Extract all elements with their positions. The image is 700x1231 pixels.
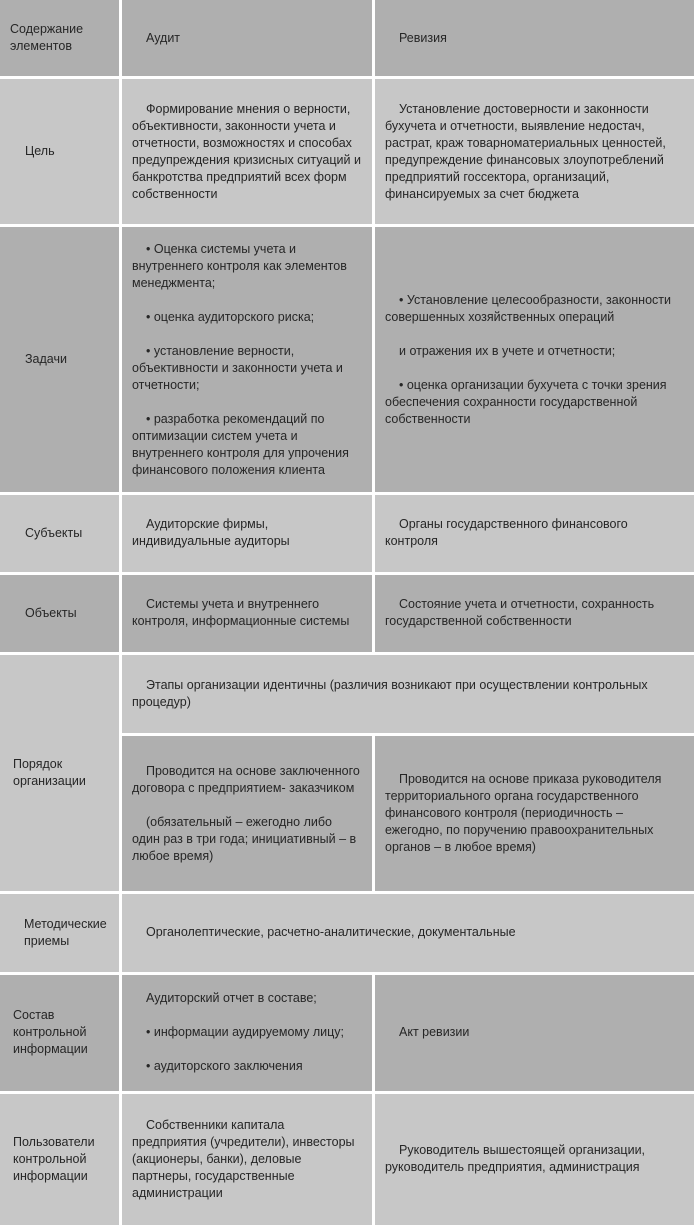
header-audit-cell (122, 0, 372, 76)
row-methods (0, 894, 694, 971)
users-revision: Руководитель вышестоящей организации, руководитель предприятия, администрация (385, 1143, 646, 1175)
header-revision: Ревизия (399, 30, 447, 45)
composition-audit-cell (122, 975, 372, 1091)
users-audit-cell (122, 1094, 372, 1225)
subjects-revision: Органы государственного финансового контроля (385, 517, 628, 549)
row-goal (0, 79, 694, 224)
procedure-label: Порядок организации (13, 757, 86, 789)
goal-revision-cell (375, 79, 694, 224)
methods-common-cell (122, 894, 694, 971)
composition-audit-item: • аудиторского заключения (146, 1059, 303, 1074)
objects-revision-cell (375, 575, 694, 652)
tasks-audit-item: • разработка рекомендаций по оптимизации систем учета и внутреннего контроля для упрочения финансового положения клиента (132, 411, 349, 477)
row-subjects (0, 495, 694, 572)
objects-audit: Системы учета и внутреннего контроля, информационные системы (132, 597, 350, 629)
tasks-audit-cell (122, 227, 372, 491)
procedure-common-cell (122, 655, 694, 733)
tasks-revision-item: • оценка организации бухучета с точки зрения обеспечения сохранности государственной собственности (385, 377, 667, 426)
objects-revision: Состояние учета и отчетности, сохранность государственной собственности (385, 597, 655, 629)
subjects-audit-cell (122, 495, 372, 572)
tasks-audit-item: • Оценка системы учета и внутреннего контроля как элементов менеджмента; (132, 241, 347, 290)
row-composition (0, 975, 694, 1091)
row-procedure-common (0, 655, 694, 733)
row-users (0, 1094, 694, 1225)
tasks-revision-item: • Установление целесообразности, законности совершенных хозяйственных операций (385, 292, 671, 324)
users-revision-cell (375, 1094, 694, 1225)
composition-audit-item: • информации аудируемому лицу; (146, 1025, 345, 1040)
goal-audit: Формирование мнения о верности, объективности, законности учета и отчетности, возможностях и способах предупреждения кризисных ситуаций и банкротства предприятий всех форм собственности (132, 101, 361, 201)
tasks-audit-item: • установление верности, объективности и законности учета и отчетности; (132, 343, 343, 392)
row-tasks (0, 227, 694, 491)
goal-audit-cell (122, 79, 372, 224)
objects-audit-cell (122, 575, 372, 652)
subjects-revision-cell (375, 495, 694, 572)
tasks-label: Задачи (25, 352, 67, 367)
header-row (0, 0, 694, 76)
objects-label-cell (0, 575, 119, 652)
row-objects (0, 575, 694, 652)
procedure-common: Этапы организации идентичны (различия возникают при осуществлении контрольных процедур) (132, 678, 648, 710)
objects-label: Объекты (25, 605, 77, 620)
procedure-revision-cell (375, 736, 694, 891)
users-label-cell (0, 1094, 119, 1225)
procedure-audit-cell (122, 736, 372, 891)
header-content: Содержание элементов (10, 22, 84, 54)
methods-label-cell (0, 894, 119, 971)
composition-audit-item: Аудиторский отчет в составе; (146, 991, 317, 1006)
header-content-cell (0, 0, 119, 76)
tasks-revision-cell (375, 227, 694, 491)
tasks-label-cell (0, 227, 119, 491)
procedure-audit-item: (обязательный – ежегодно либо один раз в три года; инициативный – в любое время) (132, 814, 357, 863)
subjects-audit: Аудиторские фирмы, индивидуальные аудиторы (132, 517, 290, 549)
header-audit: Аудит (146, 30, 181, 45)
composition-revision-cell (375, 975, 694, 1091)
subjects-label-cell (0, 495, 119, 572)
composition-label: Состав контрольной информации (13, 1008, 88, 1057)
procedure-label-cell (0, 655, 119, 891)
users-label: Пользователи контрольной информации (13, 1134, 95, 1183)
tasks-revision-item: и отражения их в учете и отчетности; (399, 343, 616, 358)
composition-label-cell (0, 975, 119, 1091)
subjects-label: Субъекты (25, 525, 83, 540)
procedure-revision: Проводится на основе приказа руководителя территориального органа государственного финансового контроля (периодичность – ежегодно, по поручению правоохранительных органов – в любое время) (385, 772, 662, 855)
methods-common: Органолептические, расчетно-аналитические, документальные (146, 925, 516, 940)
composition-revision: Акт ревизии (399, 1025, 470, 1040)
tasks-audit-item: • оценка аудиторского риска; (146, 309, 315, 324)
users-audit: Собственники капитала предприятия (учредители), инвесторы (акционеры, банки), деловые партнеры, государственные администрации (132, 1117, 355, 1200)
procedure-audit-item: Проводится на основе заключенного договора с предприятием- заказчиком (132, 763, 360, 795)
goal-revision: Установление достоверности и законности бухучета и отчетности, выявление недостач, растрат, краж товарноматериальных ценностей, предупреждение финансовых злоупотреблений предприятий госсектора, организаций, финансируемых за счет бюджета (385, 101, 666, 201)
header-revision-cell (375, 0, 694, 76)
goal-label: Цель (25, 144, 55, 159)
goal-label-cell (0, 79, 119, 224)
methods-label: Методические приемы (24, 916, 107, 948)
